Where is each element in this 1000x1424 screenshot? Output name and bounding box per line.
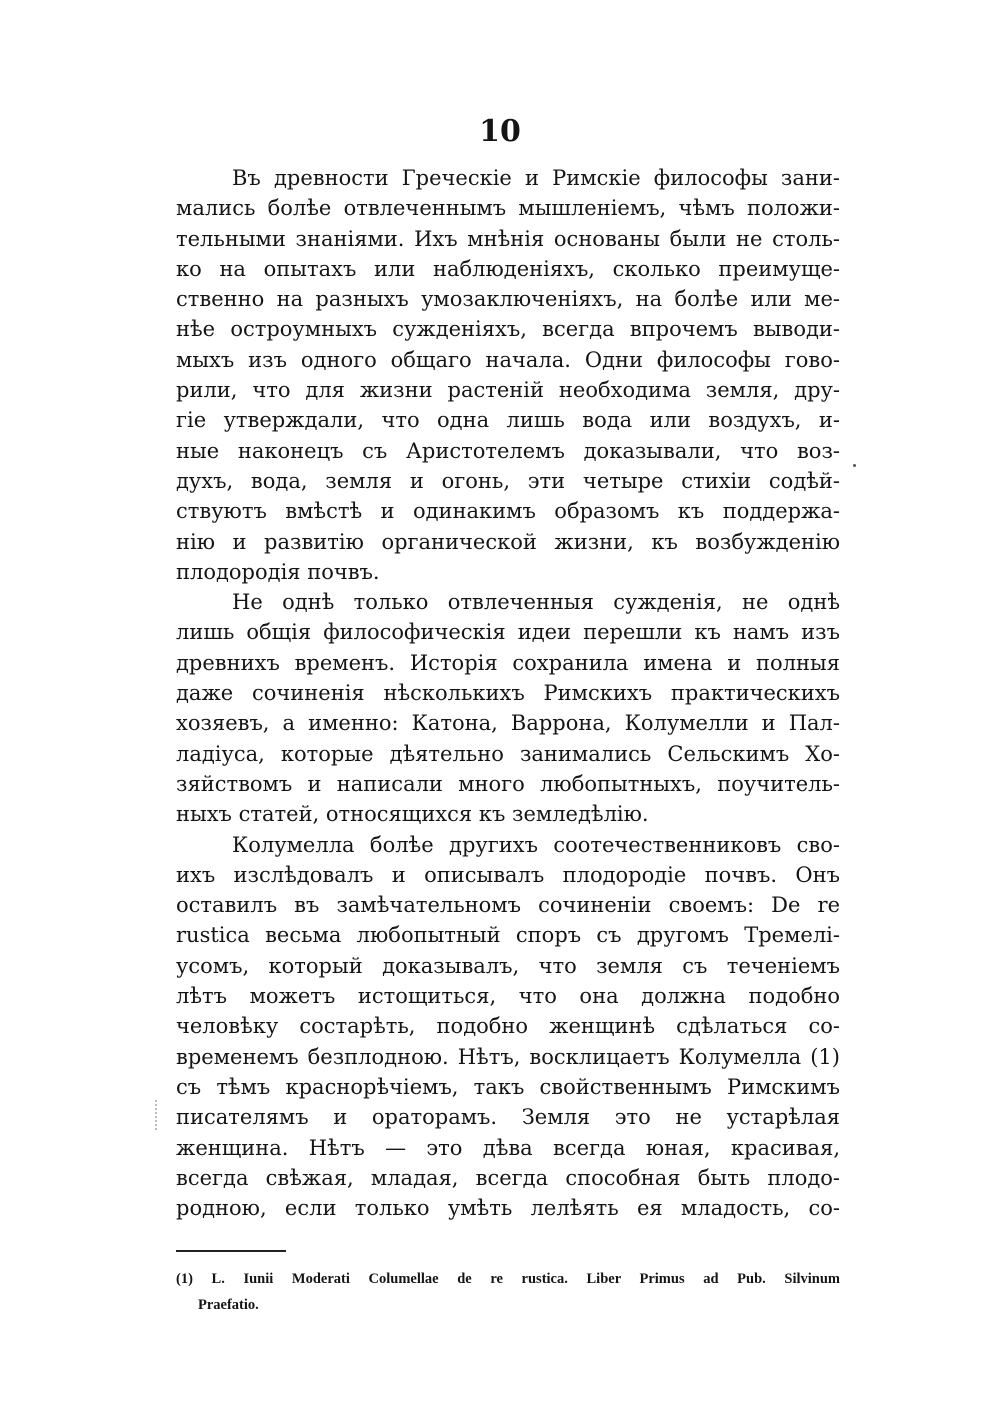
text-line: древнихъ временъ. Исторія сохранила имена и полныя — [176, 650, 840, 675]
text-line: зяйствомъ и написали много любопытныхъ, поучитель- — [176, 771, 840, 796]
footnote-divider — [176, 1250, 286, 1252]
text-line: усомъ, который доказывалъ, что земля съ теченіемъ — [176, 953, 840, 978]
paragraph-1 — [176, 163, 840, 587]
footnote-line: (1) L. Iunii Moderati Columellae de re rustica. Liber Primus ad Pub. Silvinum — [176, 1271, 840, 1287]
text-line: ные наконецъ съ Аристотелемъ доказывали, что воз- — [176, 438, 840, 463]
text-line: тельными знаніями. Ихъ мнѣнія основаны были не столь- — [176, 226, 840, 251]
footnote-line: Praefatio. — [198, 1297, 259, 1313]
text-line: лишь общія философическія идеи перешли къ намъ изъ — [176, 620, 840, 645]
text-line: плодородія почвъ. — [176, 559, 380, 584]
text-line: оставилъ въ замѣчательномъ сочиненіи своемъ: De re — [176, 893, 840, 918]
body-text — [176, 163, 840, 1223]
text-line: лѣтъ можетъ истощиться, что она должна подобно — [176, 984, 840, 1009]
text-line: даже сочиненія нѣсколькихъ Римскихъ практическихъ — [176, 681, 840, 706]
footnote — [176, 1266, 840, 1318]
text-line: Въ древности Греческіе и Римскіе философы зани- — [232, 166, 840, 190]
text-line: ныхъ статей, относящихся къ земледѣлію. — [176, 802, 649, 827]
text-line: нѣе остроумныхъ сужденіяхъ, всегда впрочемъ выводи- — [176, 317, 840, 342]
text-line: духъ, вода, земля и огонь, эти четыре стихіи содѣй- — [176, 468, 840, 493]
text-line: ладіуса, которые дѣятельно занимались Сельскимъ Хо- — [176, 741, 840, 766]
text-line: ствуютъ вмѣстѣ и одинакимъ образомъ къ поддержа- — [176, 499, 840, 524]
text-line: мались болѣе отвлеченнымъ мышленіемъ, чѣмъ положи- — [176, 196, 840, 221]
text-line: гіе утверждали, что одна лишь вода или воздухъ, и- — [176, 408, 840, 433]
text-line: ственно на разныхъ умозаключеніяхъ, на болѣе или ме- — [176, 287, 840, 312]
text-line: хозяевъ, а именно: Катона, Варрона, Колумелли и Пал- — [176, 711, 840, 736]
text-line: женщина. Нѣтъ — это дѣва всегда юная, красивая, — [176, 1135, 840, 1160]
text-line: всегда свѣжая, младая, всегда способная быть плодо- — [176, 1165, 840, 1190]
text-line: Колумелла болѣе другихъ соотечественниковъ сво- — [232, 832, 840, 857]
paragraph-2 — [176, 587, 840, 829]
text-line: человѣку состарѣть, подобно женщинѣ сдѣлаться со- — [176, 1014, 840, 1039]
text-line: rustica весьма любопытный споръ съ другомъ Тремелі- — [176, 923, 840, 948]
text-line: нію и развитію органической жизни, къ возбужденію — [176, 529, 840, 554]
text-line: мыхъ изъ одного общаго начала. Одни философы гово- — [176, 347, 840, 372]
page-number: 10 — [479, 114, 521, 149]
text-line: Не однѣ только отвлеченныя сужденія, не однѣ — [232, 590, 840, 615]
text-line: временемъ безплодною. Нѣтъ, восклицаетъ Колумелла (1) — [176, 1044, 840, 1069]
margin-marks — [155, 1100, 161, 1130]
text-line: рили, что для жизни растеній необходима земля, дру- — [176, 378, 840, 403]
paragraph-3 — [176, 830, 840, 1224]
text-line: писателямъ и ораторамъ. Земля это не устарѣлая — [176, 1105, 840, 1130]
text-line: ихъ изслѣдовалъ и описывалъ плодородіе почвъ. Онъ — [176, 862, 840, 887]
text-line: ко на опытахъ или наблюденіяхъ, сколько преимуще- — [176, 256, 840, 281]
print-speck — [853, 464, 856, 467]
text-line: съ тѣмъ краснорѣчіемъ, такъ свойственнымъ Римскимъ — [176, 1074, 840, 1099]
text-line: родною, если только умѣть лелѣять ея младость, со- — [176, 1196, 840, 1221]
